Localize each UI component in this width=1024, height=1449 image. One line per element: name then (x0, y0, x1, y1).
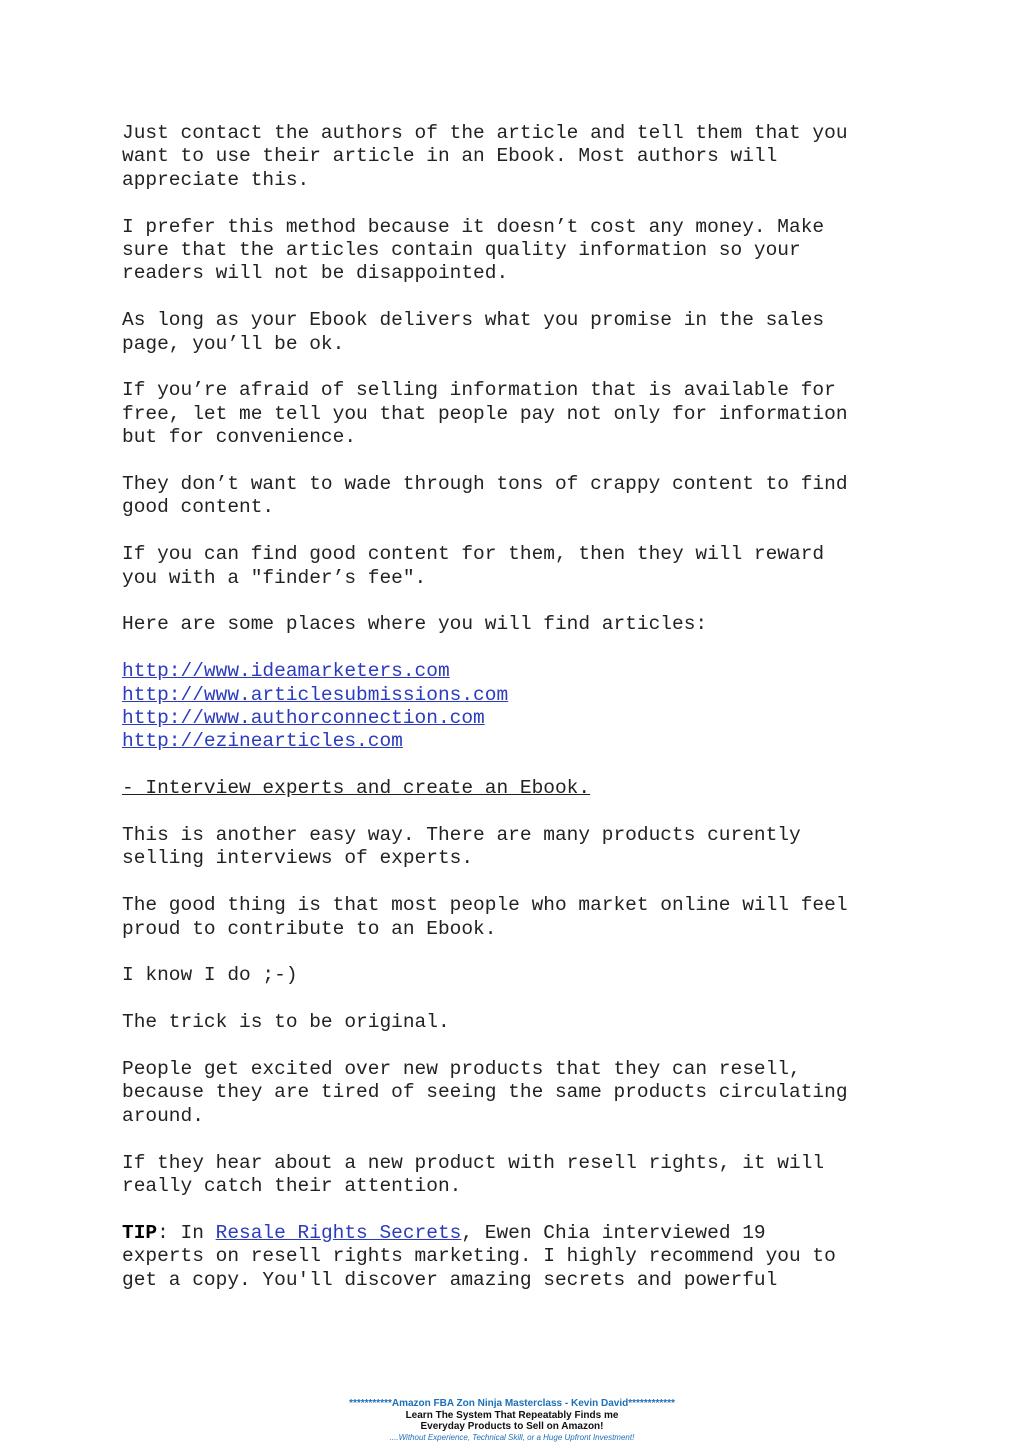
paragraph: This is another easy way. There are many products curently selling interviews of experts. (122, 824, 801, 870)
paragraph: If you’re afraid of selling information that is available for free, let me tell you that people pay not only for information but for convenience. (122, 379, 848, 449)
paragraph: If they hear about a new product with resell rights, it will really catch their attention. (122, 1151, 825, 1198)
footer-line: Everyday Products to Sell on Amazon! (420, 1421, 604, 1432)
paragraph: The trick is to be original. (122, 1011, 450, 1034)
paragraph: People get excited over new products that they can resell, because they are tired of seeing the same products circulating around. (122, 1058, 848, 1127)
subheading-text: - Interview experts and create an Ebook. (122, 777, 591, 800)
paragraph: They don’t want to wade through tons of crappy content to find good content. (122, 473, 848, 519)
tip-pre-text: : In (157, 1221, 216, 1244)
tip-paragraph (122, 1222, 902, 1292)
link-authorconnection[interactable]: http://www.authorconnection.com (122, 707, 485, 730)
link-ideamarketers[interactable]: http://www.ideamarketers.com (122, 660, 450, 683)
footer-line: Learn The System That Repeatably Finds me (405, 1410, 619, 1421)
resale-rights-secrets-link[interactable]: Resale Rights Secrets (215, 1221, 462, 1244)
paragraph: If you can find good content for them, then they will reward you with a "finder’s fee". (122, 543, 825, 589)
tip-post-text: , Ewen Chia interviewed 19 experts on resell rights marketing. I highly recommend you to get a copy. You'll discover amazing secrets and powerful (122, 1221, 836, 1291)
link-ezinearticles[interactable]: http://ezinearticles.com (122, 730, 403, 753)
document-page (122, 122, 902, 1315)
paragraph: I prefer this method because it doesn’t cost any money. Make sure that the articles contain quality information so your readers will not be disappointed. (122, 215, 825, 285)
footer-tagline: ....Without Experience, Technical Skill, or a Huge Upfront Investment! (389, 1433, 635, 1442)
paragraph: Here are some places where you will find articles: (122, 613, 708, 636)
footer-title[interactable]: ***********Amazon FBA Zon Ninja Masterclass - Kevin David************ (349, 1398, 675, 1409)
paragraph: Just contact the authors of the article and tell them that you want to use their article in an Ebook. Most authors will appreciate this. (122, 122, 848, 191)
article-links-list (122, 660, 902, 754)
page-footer-ad[interactable] (0, 1398, 1024, 1443)
tip-label: TIP (122, 1221, 158, 1244)
paragraph: I know I do ;-) (122, 964, 298, 987)
paragraph: As long as your Ebook delivers what you promise in the sales page, you’ll be ok. (122, 309, 825, 355)
paragraph: The good thing is that most people who market online will feel proud to contribute to an Ebook. (122, 894, 848, 940)
link-articlesubmissions[interactable]: http://www.articlesubmissions.com (122, 683, 509, 706)
section-subheading (122, 777, 902, 800)
